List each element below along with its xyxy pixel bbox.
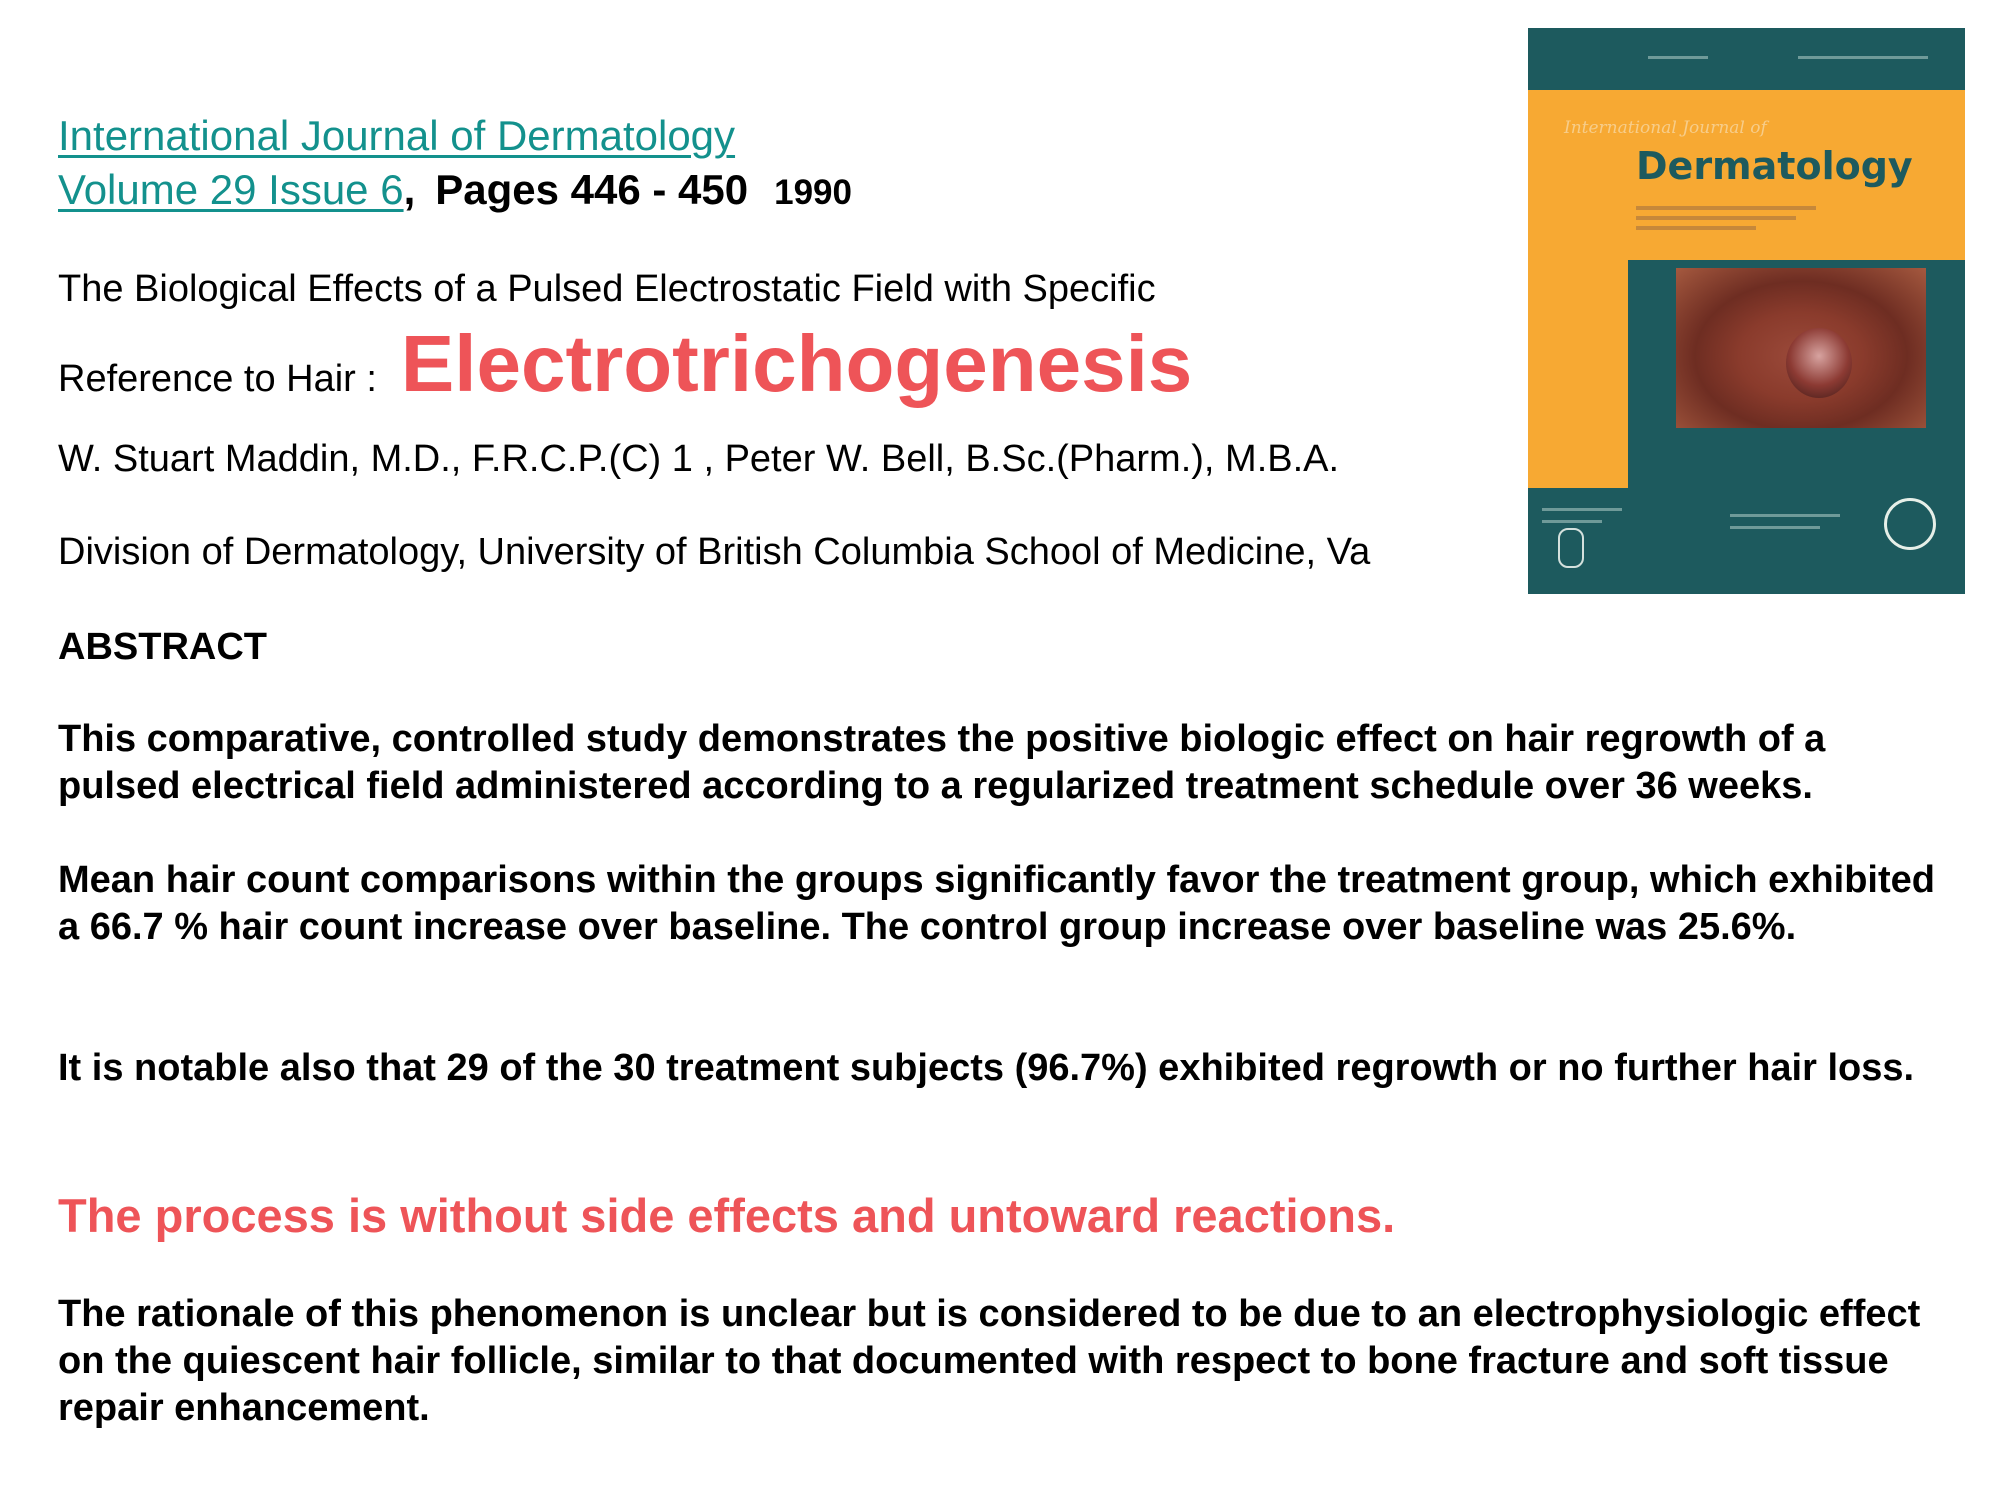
cover-title: Dermatology xyxy=(1636,144,1913,188)
cover-emblem-icon xyxy=(1884,498,1936,550)
journal-cover-image xyxy=(1528,28,1965,594)
article-title-line1: The Biological Effects of a Pulsed Electrostatic Field with Specific xyxy=(58,268,1156,310)
cover-crest-icon xyxy=(1558,528,1584,568)
citation-separator: , xyxy=(403,166,416,213)
article-title-line2 xyxy=(58,318,1192,410)
article-authors: W. Stuart Maddin, M.D., F.R.C.P.(C) 1 , Peter W. Bell, B.Sc.(Pharm.), M.B.A. xyxy=(58,438,1340,480)
cover-subtitle-lines xyxy=(1636,206,1836,236)
abstract-heading: ABSTRACT xyxy=(58,626,267,668)
warning-statement: The process is without side effects and untoward reactions. xyxy=(58,1189,1396,1242)
article-title-prefix: Reference to Hair : xyxy=(58,358,377,400)
citation-line xyxy=(58,166,852,214)
cover-top-strip xyxy=(1528,28,1965,90)
cover-small-title: International Journal of xyxy=(1564,118,1767,138)
cover-photo-detail xyxy=(1786,328,1852,398)
citation-pages: Pages 446 - 450 xyxy=(435,166,749,213)
abstract-paragraph-3: It is notable also that 29 of the 30 treatment subjects (96.7%) exhibited regrowth or no further hair loss. xyxy=(58,1047,1915,1089)
abstract-paragraph-4: The rationale of this phenomenon is unclear but is considered to be due to an electrophysiologic effect on the quiescent hair follicle, similar to that documented with respect to bone fracture and soft tissue repair enhancement. xyxy=(58,1293,1921,1429)
abstract-paragraph-2: Mean hair count comparisons within the groups significantly favor the treatment group, which exhibited a 66.7 % hair count increase over baseline. The control group increase over baseline was 25.6%. xyxy=(58,859,1935,948)
cover-yellow-side xyxy=(1528,260,1628,488)
abstract-paragraph-1: This comparative, controlled study demonstrates the positive biologic effect on hair regrowth of a pulsed electrical field administered according to a regularized treatment schedule over 36 weeks. xyxy=(58,718,1826,807)
journal-link[interactable]: International Journal of Dermatology xyxy=(58,112,736,159)
issue-link[interactable]: Volume 29 Issue 6 xyxy=(58,166,404,213)
citation-year: 1990 xyxy=(774,173,852,212)
article-title-highlight: Electrotrichogenesis xyxy=(400,319,1193,408)
article-affiliation: Division of Dermatology, University of British Columbia School of Medicine, Va xyxy=(58,531,1371,573)
